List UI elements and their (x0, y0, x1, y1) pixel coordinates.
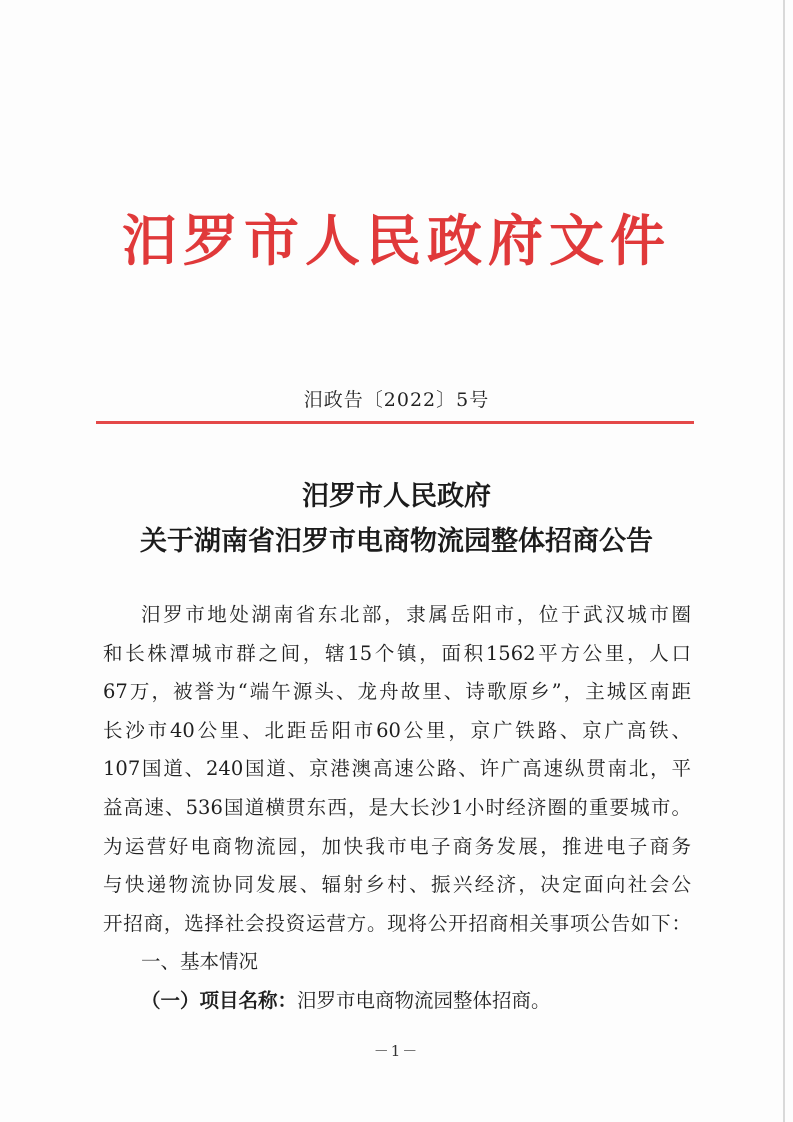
notice-title-line-1: 汨罗市人民政府 (302, 481, 491, 512)
notice-title-line-2: 关于湖南省汨罗市电商物流园整体招商公告 (140, 526, 653, 557)
body-line: 益高速、536国道横贯东西，是大长沙1小时经济圈的重要城市。 (103, 795, 691, 819)
red-separator-rule (96, 421, 694, 424)
document-header-title: 汨罗市人民政府文件 (121, 208, 671, 273)
body-line: 和长株潭城市群之间，辖15个镇，面积1562平方公里，人口 (103, 641, 691, 665)
project-name-label: （一）项目名称： (141, 988, 298, 1012)
project-name-value: 汨罗市电商物流园整体招商。 (297, 988, 551, 1012)
section-heading: 一、基本情况 (141, 950, 259, 974)
body-line: 67万，被誉为“端午源头、龙舟故里、诗歌原乡”，主城区南距 (103, 680, 691, 704)
body-line: 开招商，选择社会投资运营方。现将公开招商相关事项公告如下： (103, 911, 691, 935)
body-line: 为运营好电商物流园，加快我市电子商务发展，推进电子商务 (103, 834, 691, 858)
document-number: 汨政告〔2022〕5号 (303, 389, 490, 411)
project-name-item (103, 982, 691, 1021)
body-line: 长沙市40公里、北距岳阳市60公里，京广铁路、京广高铁、 (103, 718, 691, 742)
body-line: 与快递物流协同发展、辐射乡村、振兴经济，决定面向社会公 (103, 873, 691, 897)
notice-title (0, 474, 793, 564)
body-line: 汨罗市地处湖南省东北部，隶属岳阳市，位于武汉城市圈 (141, 603, 691, 626)
body-line: 107国道、240国道、京港澳高速公路、许广高速纵贯南北，平 (103, 757, 691, 781)
page-number: －1－ (373, 1042, 420, 1060)
document-body (103, 596, 691, 1021)
